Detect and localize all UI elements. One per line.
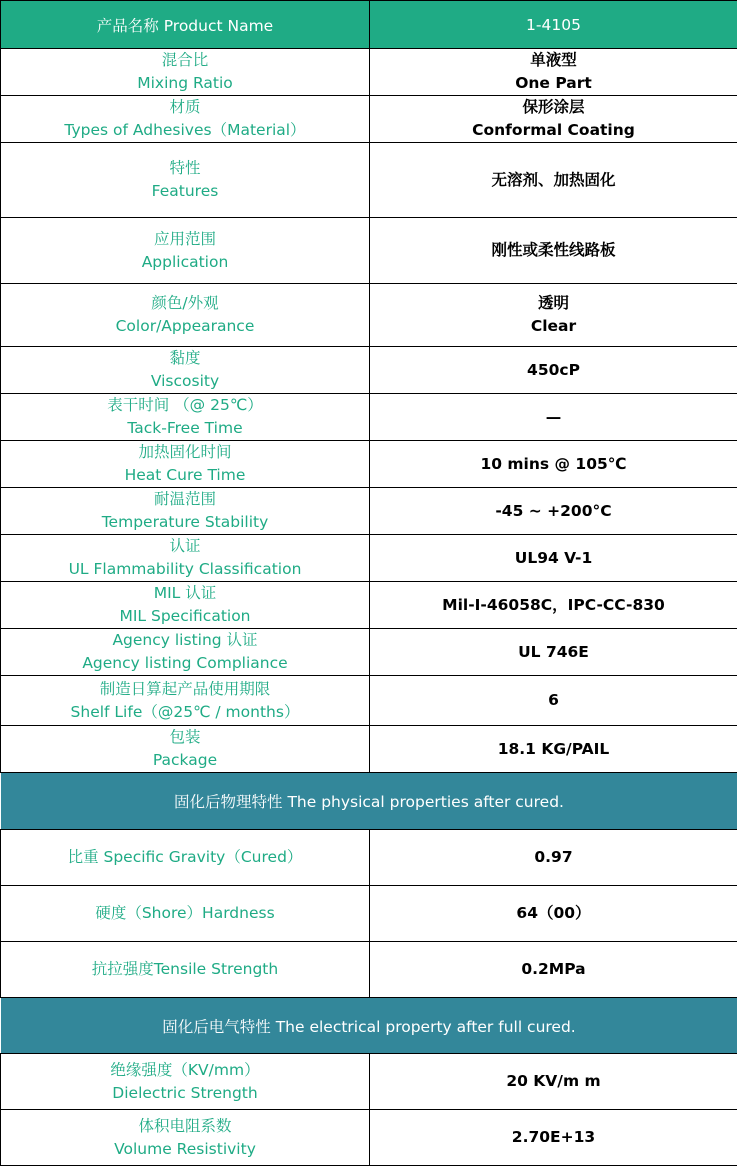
row-label: Agency listing 认证 Agency listing Compliance [1,629,370,676]
table-row [1,488,737,535]
table-row [1,942,737,998]
row-value: UL 746E [370,629,737,676]
header-label: 产品名称 Product Name [1,1,370,49]
section-title: 固化后电气特性 The electrical property after full cured. [1,998,737,1054]
row-label: 硬度（Shore）Hardness [1,886,370,942]
table-row [1,535,737,582]
row-label: 特性 Features [1,143,370,218]
table-row [1,441,737,488]
table-row [1,96,737,143]
table-row [1,218,737,284]
row-label: 包装 Package [1,726,370,773]
row-value: 单液型 One Part [370,49,737,96]
table-row [1,629,737,676]
row-value: 64（00） [370,886,737,942]
table-row [1,676,737,726]
row-label: 制造日算起产品使用期限 Shelf Life（@25℃ / months） [1,676,370,726]
section-title: 固化后物理特性 The physical properties after cured. [1,773,737,830]
row-value: Mil-I-46058C，IPC-CC-830 [370,582,737,629]
row-label: 表干时间 （@ 25℃） Tack-Free Time [1,394,370,441]
row-label: 混合比 Mixing Ratio [1,49,370,96]
section-header-electrical [1,998,737,1054]
row-value: 透明 Clear [370,284,737,347]
table-row [1,726,737,773]
row-value: 刚性或柔性线路板 [370,218,737,284]
table-row [1,143,737,218]
row-value: — [370,394,737,441]
table-row [1,886,737,942]
row-value: 20 KV/m m [370,1054,737,1110]
row-label: 黏度 Viscosity [1,347,370,394]
row-label: 比重 Specific Gravity（Cured） [1,830,370,886]
table-row [1,582,737,629]
row-value: -45 ~ +200°C [370,488,737,535]
table-row [1,1054,737,1110]
row-label: MIL 认证 MIL Specification [1,582,370,629]
row-value: 保形涂层 Conformal Coating [370,96,737,143]
table-row [1,284,737,347]
row-value: 0.97 [370,830,737,886]
table-row [1,394,737,441]
row-label: 抗拉强度Tensile Strength [1,942,370,998]
section-header-physical [1,773,737,830]
table-row [1,1110,737,1166]
row-value: 2.70E+13 [370,1110,737,1166]
row-label: 认证 UL Flammability Classification [1,535,370,582]
row-label: 应用范围 Application [1,218,370,284]
header-value: 1-4105 [370,1,737,49]
row-label: 加热固化时间 Heat Cure Time [1,441,370,488]
row-value: 6 [370,676,737,726]
table-row [1,830,737,886]
table-row [1,347,737,394]
row-value: 450cP [370,347,737,394]
row-label: 材质 Types of Adhesives（Material） [1,96,370,143]
row-label: 颜色/外观 Color/Appearance [1,284,370,347]
row-label: 绝缘强度（KV/mm） Dielectric Strength [1,1054,370,1110]
row-value: UL94 V-1 [370,535,737,582]
row-value: 无溶剂、加热固化 [370,143,737,218]
header-row [1,1,737,49]
row-value: 0.2MPa [370,942,737,998]
table-row [1,49,737,96]
row-value: 18.1 KG/PAIL [370,726,737,773]
row-value: 10 mins @ 105℃ [370,441,737,488]
row-label: 耐温范围 Temperature Stability [1,488,370,535]
row-label: 体积电阻系数 Volume Resistivity [1,1110,370,1166]
